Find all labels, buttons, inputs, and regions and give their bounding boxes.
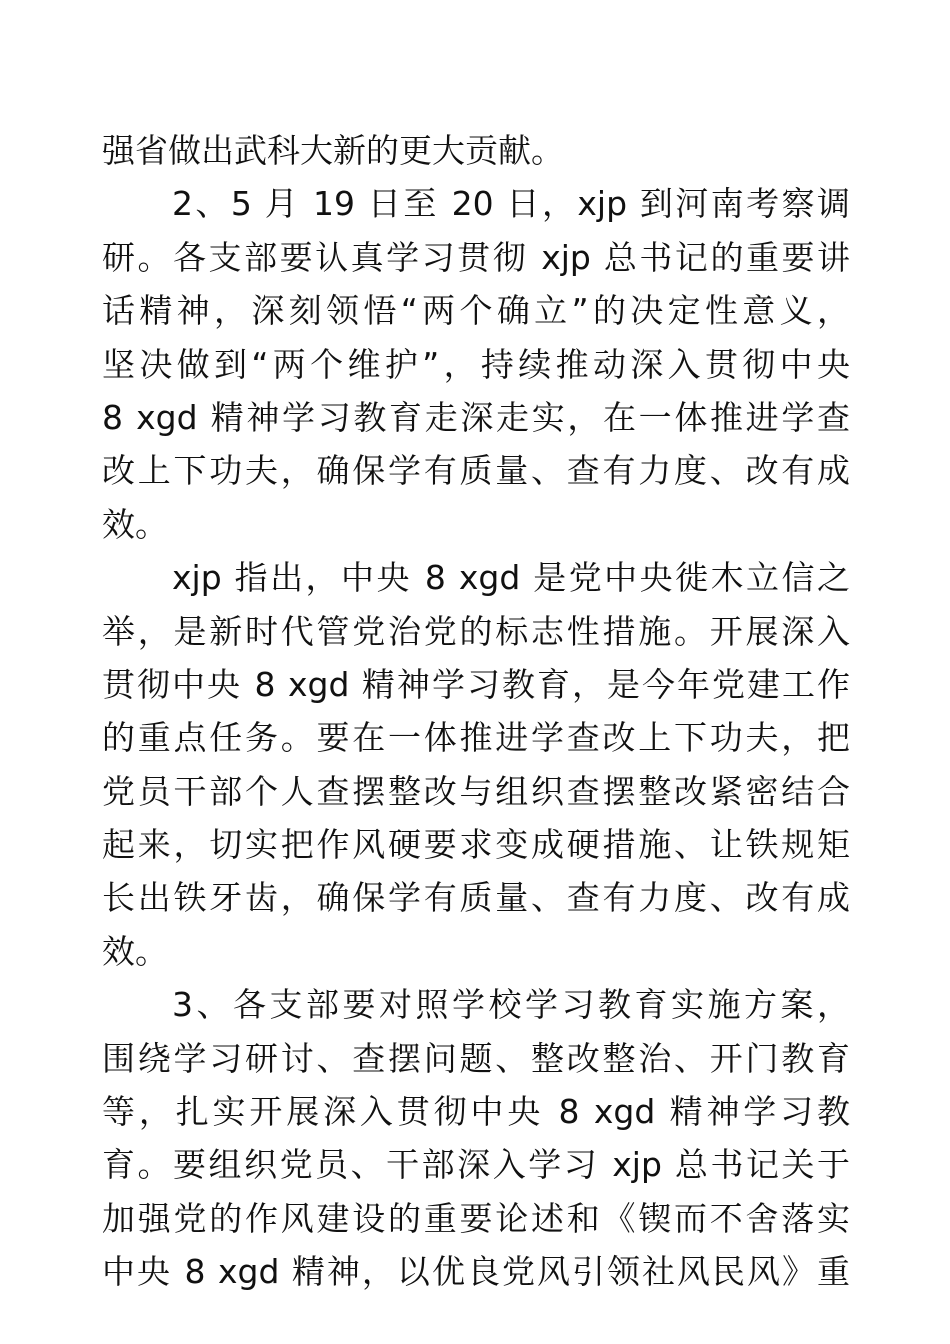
text-line-9: xjp 指出，中央 8 xgd 是党中央徙木立信之 <box>172 558 850 598</box>
text-line-6: 8 xgd 精神学习教育走深走实，在一体推进学查 <box>102 397 850 437</box>
text-line-3: 研。各支部要认真学习贯彻 xjp 总书记的重要讲 <box>102 237 850 277</box>
text-line-13: 党员干部个人查摆整改与组织查摆整改紧密结合 <box>102 771 850 811</box>
text-line-12: 的重点任务。要在一体推进学查改上下功夫，把 <box>102 718 850 758</box>
text-line-19: 等，扎实开展深入贯彻中央 8 xgd 精神学习教 <box>102 1092 850 1132</box>
text-line-5: 坚决做到“两个维护”，持续推动深入贯彻中央 <box>102 344 850 384</box>
document-body <box>102 124 850 1299</box>
text-line-11: 贯彻中央 8 xgd 精神学习教育，是今年党建工作 <box>102 664 850 704</box>
text-line-1: 强省做出武科大新的更大贡献。 <box>102 131 564 170</box>
text-line-10: 举，是新时代管党治党的标志性措施。开展深入 <box>102 611 850 651</box>
text-line-22: 中央 8 xgd 精神，以优良党风引领社风民风》重 <box>102 1252 850 1292</box>
text-line-4: 话精神，深刻领悟“两个确立”的决定性意义， <box>102 291 850 331</box>
text-line-7: 改上下功夫，确保学有质量、查有力度、改有成 <box>102 451 850 491</box>
text-line-16: 效。 <box>102 931 168 971</box>
text-line-18: 围绕学习研讨、查摆问题、整改整治、开门教育 <box>102 1038 850 1078</box>
text-line-17: 3、各支部要对照学校学习教育实施方案， <box>172 985 850 1025</box>
text-line-21: 加强党的作风建设的重要论述和《锲而不舍落实 <box>102 1198 850 1238</box>
text-line-8: 效。 <box>102 504 168 544</box>
text-line-20: 育。要组织党员、干部深入学习 xjp 总书记关于 <box>102 1145 850 1185</box>
text-line-15: 长出铁牙齿，确保学有质量、查有力度、改有成 <box>102 878 850 918</box>
text-line-14: 起来，切实把作风硬要求变成硬措施、让铁规矩 <box>102 825 850 865</box>
text-line-2: 2、5 月 19 日至 20 日，xjp 到河南考察调 <box>172 184 850 224</box>
